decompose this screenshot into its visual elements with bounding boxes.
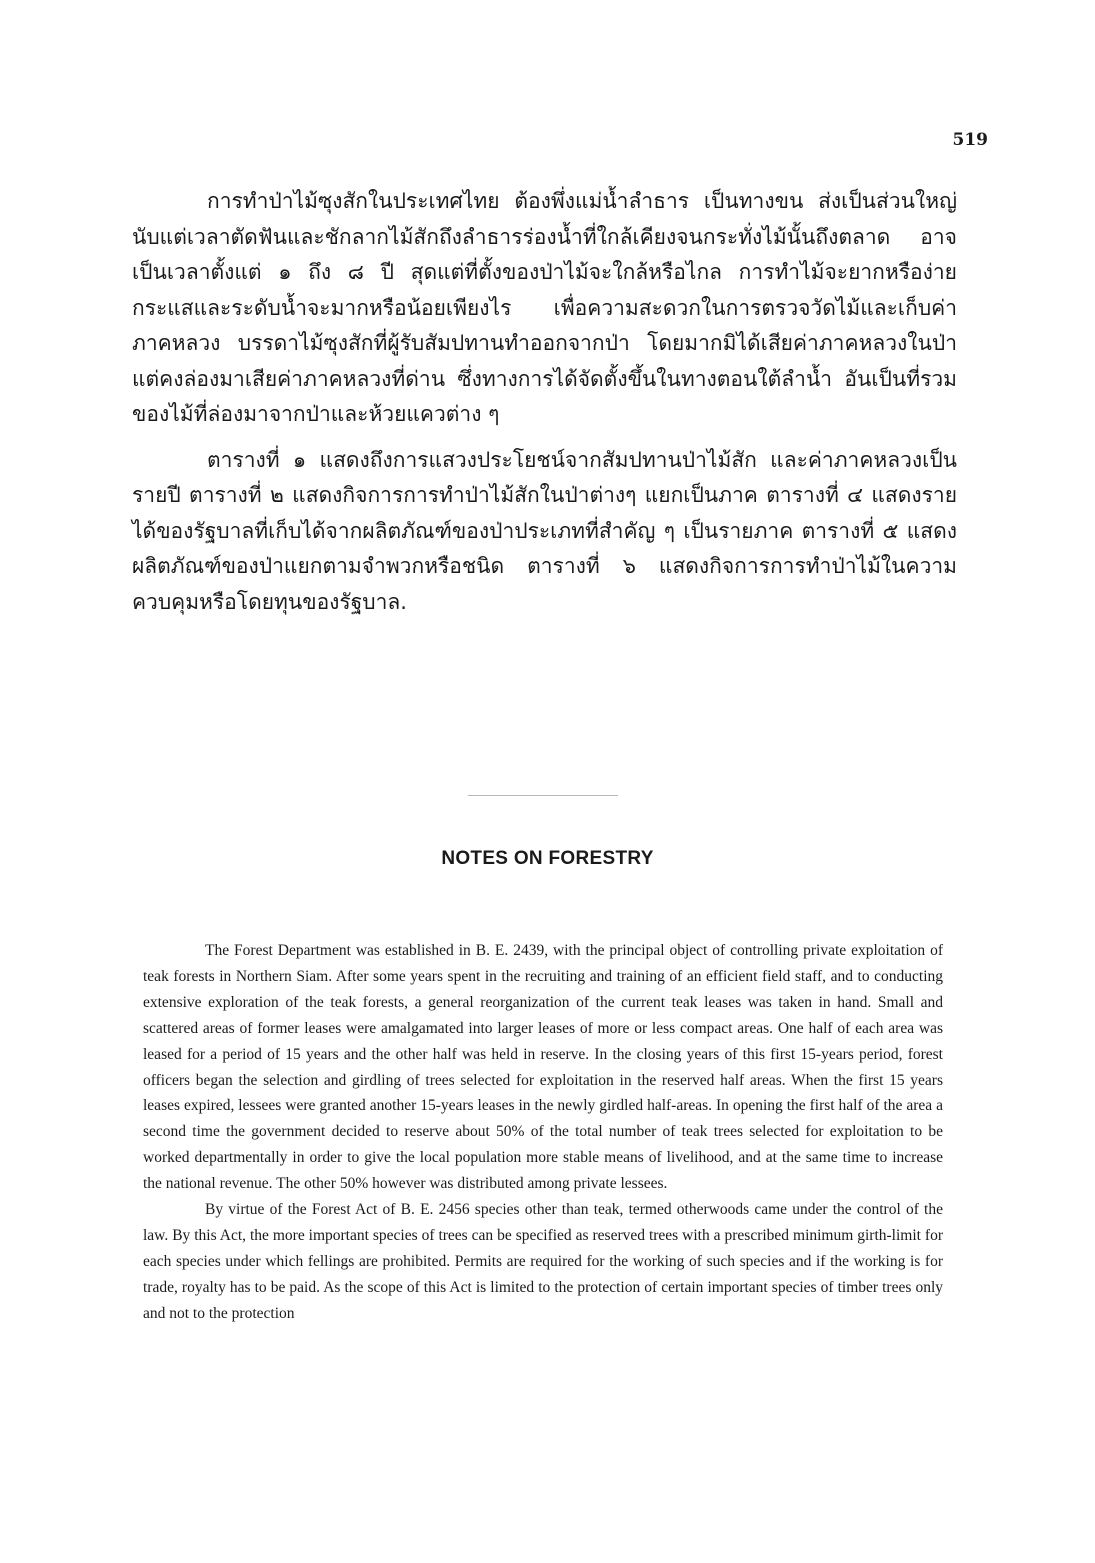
body-paragraph: The Forest Department was established in B. E. 2439, with the principal object of controlling private exploitation of teak forests in Northern Siam. After some years spent in the recruiting and training of an efficient field staff, and to conducting extensive exploration of the teak forests, a general reorganization of the current teak leases was taken in hand. Small and scattered areas of former leases were amalgamated into larger leases of more or less compact areas. One half of each area was leased for a period of 15 years and the other half was held in reserve. In the closing years of this first 15-years period, forest officers began the selection and girdling of trees selected for exploitation in the reserved half areas. When the first 15 years leases expired, lessees were granted another 15-years leases in the newly girdled half-areas. In opening the first half of the area a second time the government decided to reserve about 50% of the total number of teak trees selected for exploitation to be worked departmentally in order to give the local population more stable means of livelihood, and at the same time to increase the national revenue. The other 50% however was distributed among private lessees. [143, 942, 943, 1193]
thai-text-section [132, 184, 957, 620]
page-number: 519 [952, 130, 988, 150]
body-paragraph: By virtue of the Forest Act of B. E. 2456 species other than teak, termed otherwoods came under the control of the law. By this Act, the more important species of trees can be specified as reserved trees with a prescribed minimum girth-limit for each species under which fellings are prohibited. Permits are required for the working of such species and if the working is for trade, royalty has to be paid. As the scope of this Act is limited to the protection of certain important species of timber trees only and not to the protection [143, 1201, 943, 1322]
thai-paragraph: การทำป่าไม้ซุงสักในประเทศไทย ต้องพึ่งแม่น้ำลำธาร เป็นทางขน ส่งเป็นส่วนใหญ่ นับแต่เวลาตัดฟันและชักลากไม้สักถึงลำธารร่องน้ำที่ใกล้เคียงจนกระทั่งไม้นั้นถึงตลาด อาจเป็นเวลาตั้งแต่ ๑ ถึง ๘ ปี สุดแต่ที่ตั้งของป่าไม้จะใกล้หรือไกล การทำไม้จะยากหรือง่าย กระแสและระดับน้ำจะมากหรือน้อยเพียงไร เพื่อความสะดวกในการตรวจวัดไม้และเก็บค่าภาคหลวง บรรดาไม้ซุงสักที่ผู้รับสัมปทานทำออกจากป่า โดยมากมิได้เสียค่าภาคหลวงในป่า แต่คงล่องมาเสียค่าภาคหลวงที่ด่าน ซึ่งทางการได้จัดตั้งขึ้นในทางตอนใต้ลำน้ำ อันเป็นที่รวมของไม้ที่ล่องมาจากป่าและห้วยแควต่าง ๆ [132, 189, 957, 426]
english-text-section [143, 938, 943, 1327]
section-divider [468, 795, 618, 796]
thai-paragraph: ตารางที่ ๑ แสดงถึงการแสวงประโยชน์จากสัมปทานป่าไม้สัก และค่าภาคหลวงเป็นรายปี ตารางที่ ๒ แสดงกิจการการทำป่าไม้สักในป่าต่างๆ แยกเป็นภาค ตารางที่ ๔ แสดงรายได้ของรัฐบาลที่เก็บได้จากผลิตภัณฑ์ของป่าประเภทที่สำคัญ ๆ เป็นรายภาค ตารางที่ ๕ แสดงผลิตภัณฑ์ของป่าแยกตามจำพวกหรือชนิด ตารางที่ ๖ แสดงกิจการการทำป่าไม้ในความควบคุมหรือโดยทุนของรัฐบาล. [132, 447, 957, 614]
section-title: NOTES ON FORESTRY [441, 848, 654, 869]
